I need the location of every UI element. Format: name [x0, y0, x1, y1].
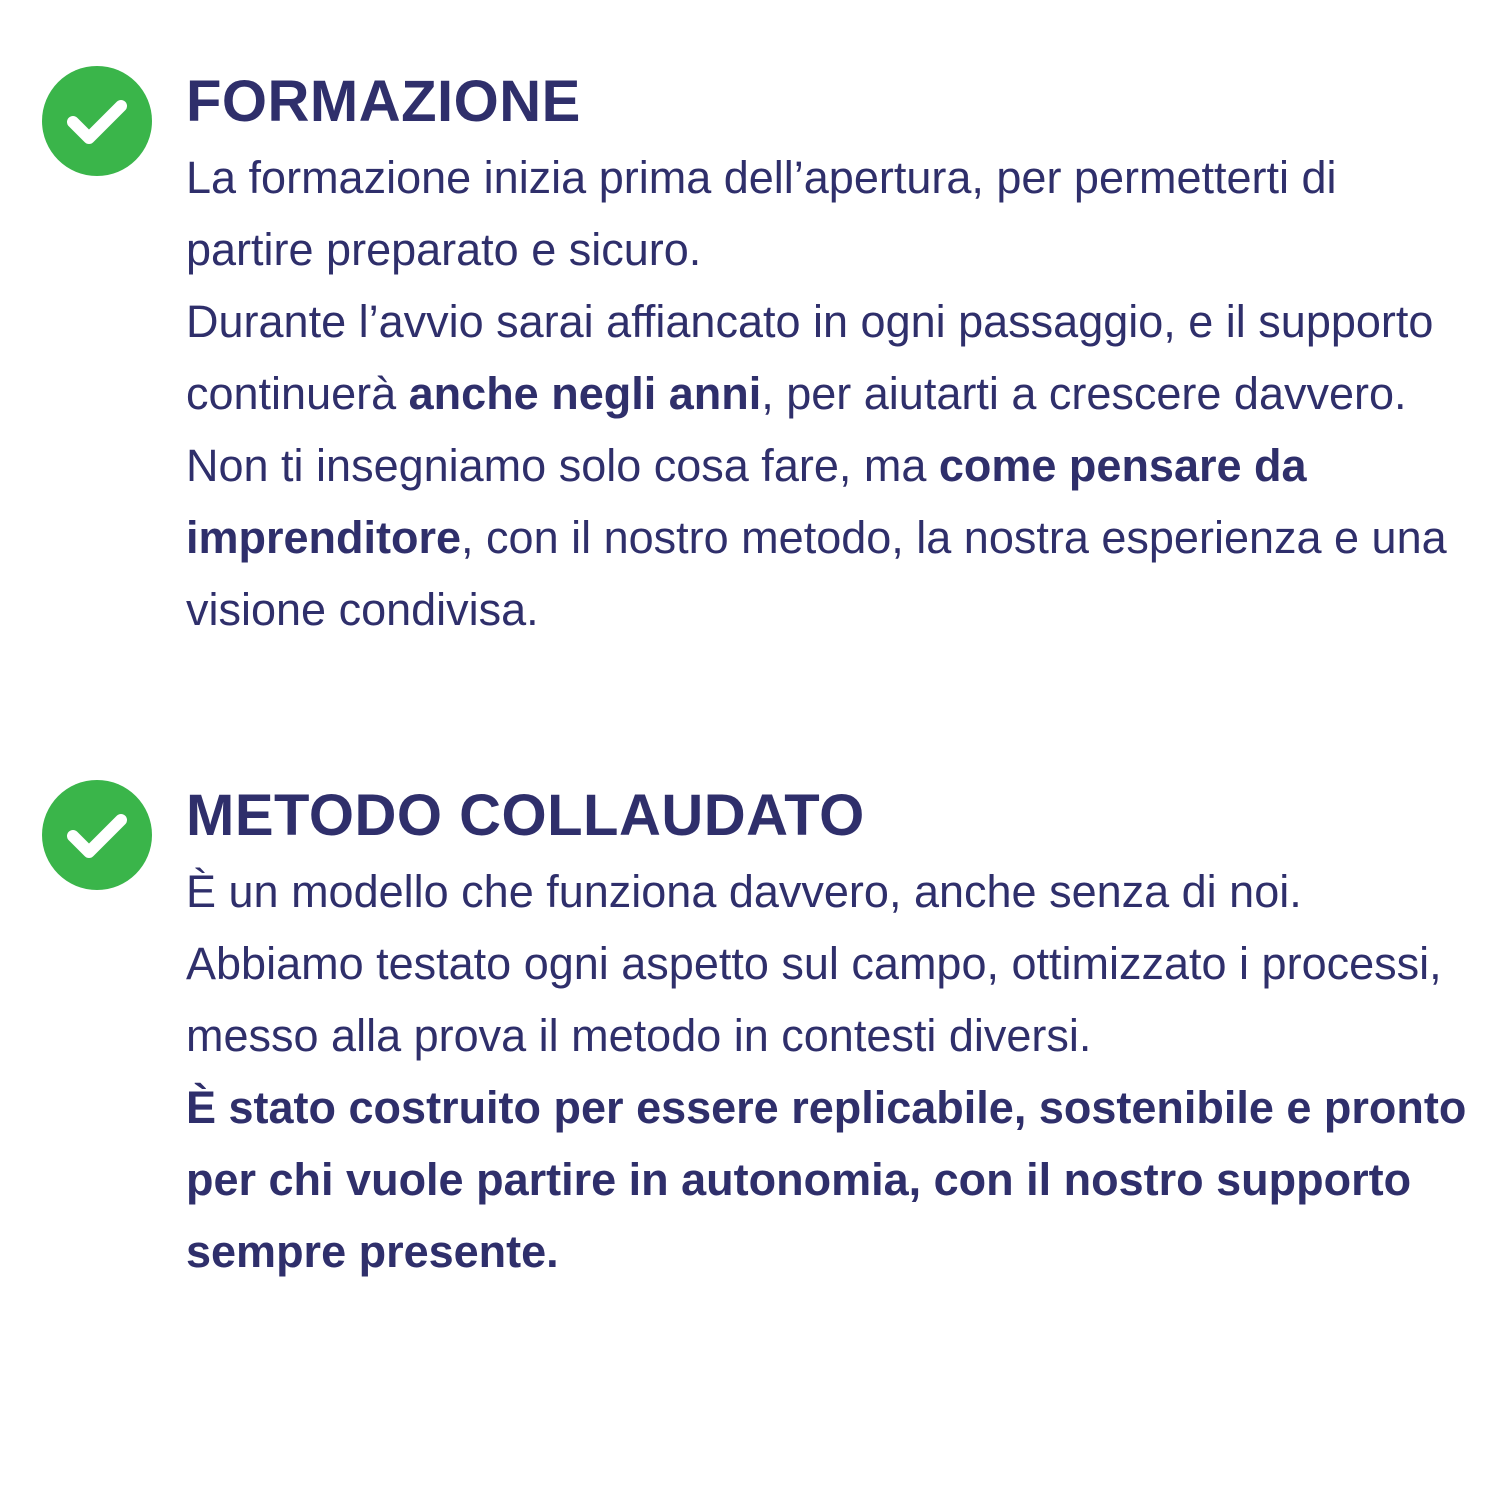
check-circle-icon — [42, 780, 152, 890]
section-title: FORMAZIONE — [186, 69, 581, 134]
bold-text: come pensare da imprenditore — [186, 440, 1307, 563]
check-circle-icon — [42, 66, 152, 176]
paragraph: La formazione inizia prima dell’apertura, per permetterti di partire preparato e sicuro. — [186, 152, 1337, 275]
bold-text: anche negli anni — [408, 368, 762, 419]
section-title: METODO COLLAUDATO — [186, 783, 865, 848]
paragraph — [186, 286, 1476, 430]
paragraph: È un modello che funziona davvero, anche senza di noi. — [186, 866, 1302, 917]
paragraph — [186, 430, 1476, 646]
paragraph: Abbiamo testato ogni aspetto sul campo, ottimizzato i processi, messo alla prova il metodo in contesti diversi. — [186, 938, 1442, 1061]
text-run: , con il nostro metodo, la nostra esperienza e una visione condivisa. — [186, 512, 1447, 635]
section-content — [186, 776, 1476, 1288]
bold-paragraph: È stato costruito per essere replicabile, sostenibile e pronto per chi vuole partire in autonomia, con il nostro supporto sempre presente. — [186, 1082, 1467, 1277]
text-run: Non ti insegniamo solo cosa fare, ma — [186, 440, 939, 491]
text-run: Durante l’avvio sarai affiancato in ogni passaggio, e il supporto continuerà — [186, 296, 1434, 419]
text-run: , per aiutarti a crescere davvero. — [761, 368, 1407, 419]
section-content — [186, 62, 1476, 646]
